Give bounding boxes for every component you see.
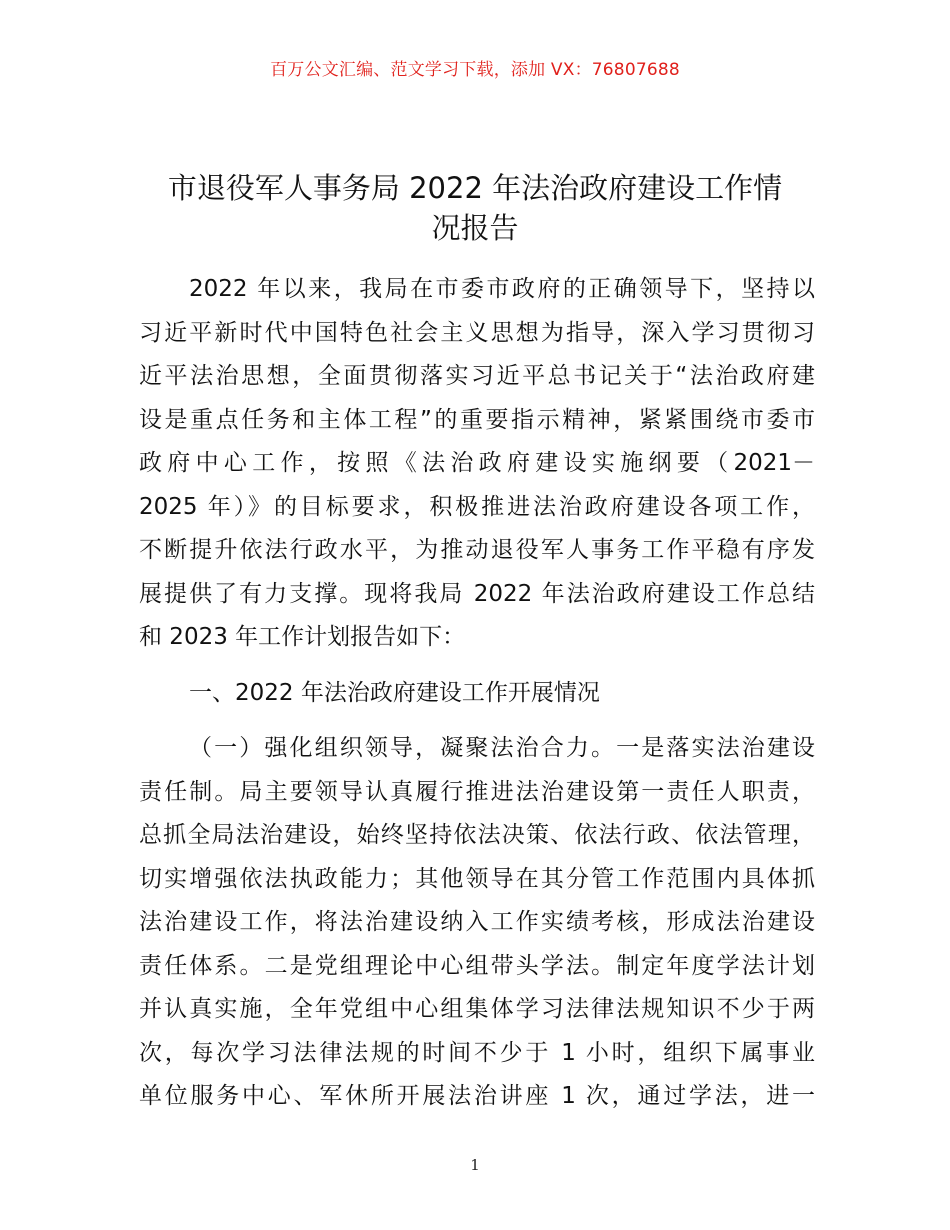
paragraph-line: 展提供了有力支撑。现将我局 2022 年法治政府建设工作总结 xyxy=(139,580,815,607)
paragraph-line: 设是重点任务和主体工程”的重要指示精神，紧紧围绕市委市 xyxy=(139,406,815,433)
header-banner: 百万公文汇编、范文学习下载，添加 VX：76807688 xyxy=(270,60,680,80)
paragraph-line: 次，每次学习法律法规的时间不少于 1 小时，组织下属事业 xyxy=(139,1039,815,1066)
page-number: 1 xyxy=(470,1156,480,1174)
title-line: 市退役军人事务局 2022 年法治政府建设工作情 xyxy=(167,171,783,205)
paragraph-line: 法治建设工作，将法治建设纳入工作实绩考核，形成法治建设 xyxy=(139,909,815,935)
paragraph-intro xyxy=(139,268,815,660)
document-body xyxy=(139,268,815,1119)
paragraph-line: 2022 年以来，我局在市委市政府的正确领导下，坚持以 xyxy=(189,276,815,302)
paragraph-line: 单位服务中心、军休所开展法治讲座 1 次，通过学法，进一 xyxy=(139,1083,815,1109)
paragraph-line: 责任制。局主要领导认真履行推进法治建设第一责任人职责， xyxy=(139,778,815,805)
section-heading: 一、2022 年法治政府建设工作开展情况 xyxy=(189,679,600,706)
paragraph-line: 总抓全局法治建设，始终坚持依法决策、依法行政、依法管理， xyxy=(139,822,815,848)
paragraph-line: 2025 年）》的目标要求，积极推进法治政府建设各项工作， xyxy=(139,493,815,520)
paragraph-line: 和 2023 年工作计划报告如下： xyxy=(139,624,466,650)
paragraph-spacing xyxy=(139,660,815,672)
paragraph-line: 习近平新时代中国特色社会主义思想为指导，深入学习贯彻习 xyxy=(139,319,815,346)
paragraph-section1 xyxy=(139,727,815,1119)
paragraph-line: 政府中心工作，按照《法治政府建设实施纲要（2021－ xyxy=(139,450,815,476)
paragraph-line: 切实增强依法执政能力；其他领导在其分管工作范围内具体抓 xyxy=(139,865,815,892)
paragraph-line: （一）强化组织领导，凝聚法治合力。一是落实法治建设 xyxy=(189,735,815,761)
paragraph-spacing xyxy=(139,715,815,727)
paragraph-line: 并认真实施，全年党组中心组集体学习法律法规知识不少于两 xyxy=(139,996,815,1022)
document-title xyxy=(150,168,800,248)
title-line: 况报告 xyxy=(431,211,519,245)
paragraph-line: 近平法治思想，全面贯彻落实习近平总书记关于“法治政府建 xyxy=(139,363,815,389)
paragraph-line: 不断提升依法行政水平，为推动退役军人事务工作平稳有序发 xyxy=(139,537,815,563)
paragraph-line: 责任体系。二是党组理论中心组带头学法。制定年度学法计划 xyxy=(139,952,815,979)
